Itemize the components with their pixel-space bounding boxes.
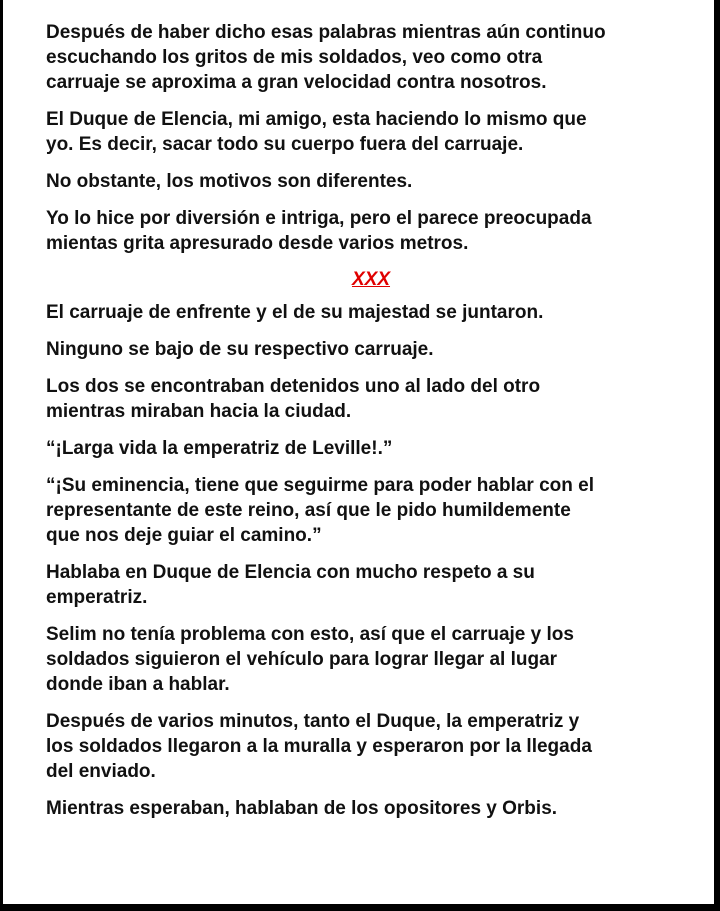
paragraph-4 bbox=[46, 206, 696, 256]
paragraph-9 bbox=[46, 473, 696, 548]
line: carruaje se aproxima a gran velocidad contra nosotros. bbox=[46, 72, 547, 93]
line: Ninguno se bajo de su respectivo carruaje. bbox=[46, 339, 434, 360]
line: Selim no tenía problema con esto, así que el carruaje y los bbox=[46, 624, 574, 645]
line: Hablaba en Duque de Elencia con mucho respeto a su bbox=[46, 562, 535, 583]
line: mientas grita apresurado desde varios metros. bbox=[46, 233, 469, 254]
paragraph-6 bbox=[46, 337, 696, 362]
line: del enviado. bbox=[46, 761, 156, 782]
line: “¡Larga vida la emperatriz de Leville!.” bbox=[46, 438, 393, 459]
line: emperatriz. bbox=[46, 587, 148, 608]
line: Después de varios minutos, tanto el Duque, la emperatriz y bbox=[46, 711, 580, 732]
line: donde iban a hablar. bbox=[46, 674, 230, 695]
line: “¡Su eminencia, tiene que seguirme para poder hablar con el bbox=[46, 475, 594, 496]
line: Mientras esperaban, hablaban de los opositores y Orbis. bbox=[46, 798, 558, 819]
line: El Duque de Elencia, mi amigo, esta haciendo lo mismo que bbox=[46, 109, 587, 130]
line: los soldados llegaron a la muralla y esperaron por la llegada bbox=[46, 736, 592, 757]
line: representante de este reino, así que le pido humildemente bbox=[46, 500, 571, 521]
paragraph-2 bbox=[46, 107, 696, 157]
line: No obstante, los motivos son diferentes. bbox=[46, 171, 413, 192]
page-sheet bbox=[3, 0, 714, 904]
line: escuchando los gritos de mis soldados, veo como otra bbox=[46, 47, 543, 68]
scene-separator: XXX bbox=[351, 269, 391, 290]
paragraph-13 bbox=[46, 796, 696, 821]
paragraph-5 bbox=[46, 300, 696, 325]
paragraph-3 bbox=[46, 169, 696, 194]
line: Después de haber dicho esas palabras mientras aún continuo bbox=[46, 22, 606, 43]
paragraph-11 bbox=[46, 622, 696, 697]
paragraph-1 bbox=[46, 20, 696, 95]
paragraph-10 bbox=[46, 560, 696, 610]
line: soldados siguieron el vehículo para lograr llegar al lugar bbox=[46, 649, 558, 670]
line: Los dos se encontraban detenidos uno al lado del otro bbox=[46, 376, 541, 397]
paragraph-8 bbox=[46, 436, 696, 461]
paragraph-12 bbox=[46, 709, 696, 784]
paragraph-7 bbox=[46, 374, 696, 424]
line: Yo lo hice por diversión e intriga, pero el parece preocupada bbox=[46, 208, 592, 229]
line: mientras miraban hacia la ciudad. bbox=[46, 401, 352, 422]
story-text bbox=[46, 20, 696, 833]
line: que nos deje guiar el camino.” bbox=[46, 525, 322, 546]
line: yo. Es decir, sacar todo su cuerpo fuera del carruaje. bbox=[46, 134, 524, 155]
line: El carruaje de enfrente y el de su majestad se juntaron. bbox=[46, 302, 544, 323]
